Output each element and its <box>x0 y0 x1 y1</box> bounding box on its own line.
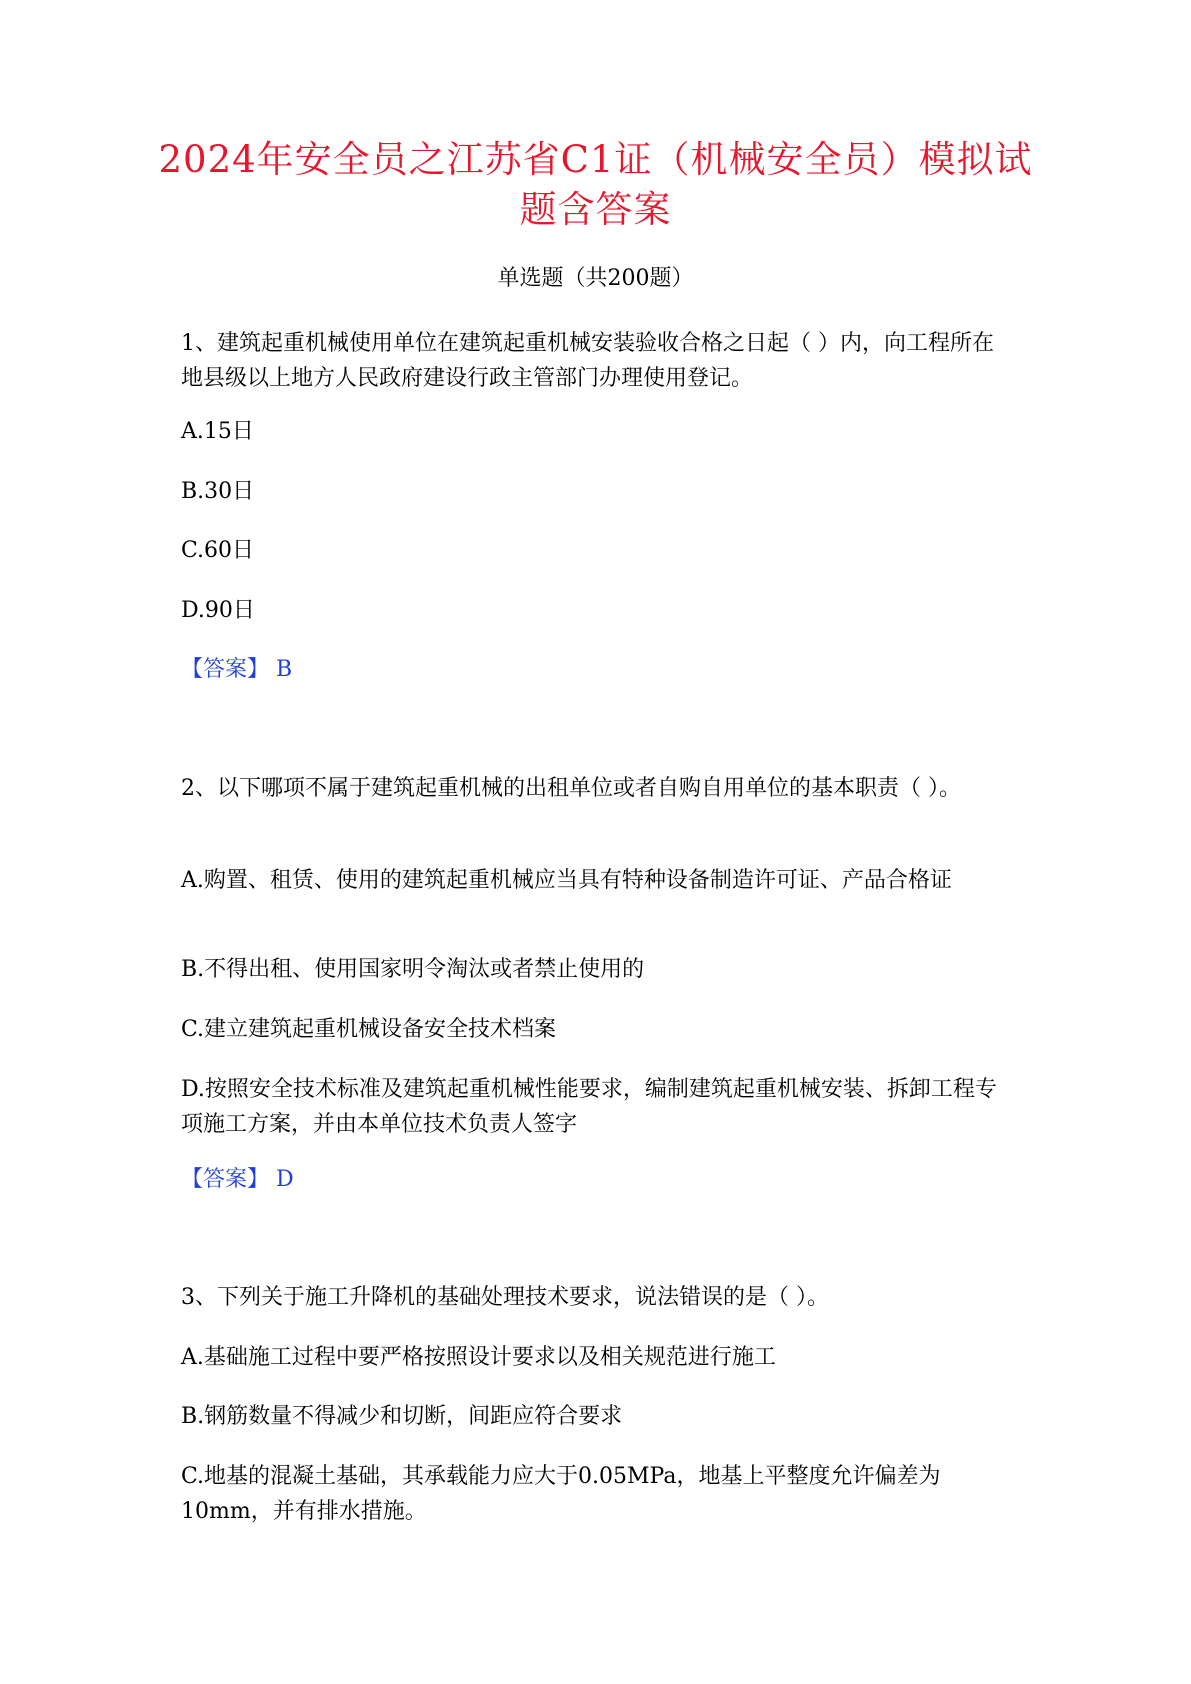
answer-label: 【答案】 <box>181 1167 270 1192</box>
question-2-stem: 2、以下哪项不属于建筑起重机械的出租单位或者自购自用单位的基本职责（ ）。 <box>181 776 961 801</box>
answer-label: 【答案】 <box>181 657 270 682</box>
question-1-stem: 1、建筑起重机械使用单位在建筑起重机械安装验收合格之日起（ ）内，向工程所在地县级以上地方人民政府建设行政主管部门办理使用登记。 <box>181 331 994 391</box>
question-3-stem: 3、下列关于施工升降机的基础处理技术要求，说法错误的是（ ）。 <box>181 1285 829 1310</box>
question-2-option-c: C.建立建筑起重机械设备安全技术档案 <box>181 1017 557 1042</box>
question-3-option-c: C.地基的混凝土基础，其承载能力应大于0.05MPa，地基上平整度允许偏差为10mm，并有排水措施。 <box>181 1464 941 1524</box>
question-3-option-b: B.钢筋数量不得减少和切断，间距应符合要求 <box>181 1404 623 1429</box>
question-2-option-d: D.按照安全技术标准及建筑起重机械性能要求，编制建筑起重机械安装、拆卸工程专项施工方案，并由本单位技术负责人签字 <box>181 1077 997 1137</box>
question-3-option-a: A.基础施工过程中要严格按照设计要求以及相关规范进行施工 <box>181 1345 776 1370</box>
question-1-option-c: C.60日 <box>181 538 255 563</box>
question-1-option-d: D.90日 <box>181 598 255 623</box>
section-heading: 单选题（共200题） <box>497 266 694 291</box>
question-1-option-b: B.30日 <box>181 479 255 504</box>
question-2-answer <box>181 1162 1011 1197</box>
answer-value: D <box>276 1167 294 1192</box>
question-2-option-a: A.购置、租赁、使用的建筑起重机械应当具有特种设备制造许可证、产品合格证 <box>181 868 952 893</box>
answer-value: B <box>276 657 293 682</box>
question-1-option-a: A.15日 <box>181 419 254 444</box>
document-title: 2024年安全员之江苏省C1证（机械安全员）模拟试题含答案 <box>158 138 1033 231</box>
question-2-option-b: B.不得出租、使用国家明令淘汰或者禁止使用的 <box>181 957 645 982</box>
question-1-answer <box>181 652 1011 687</box>
